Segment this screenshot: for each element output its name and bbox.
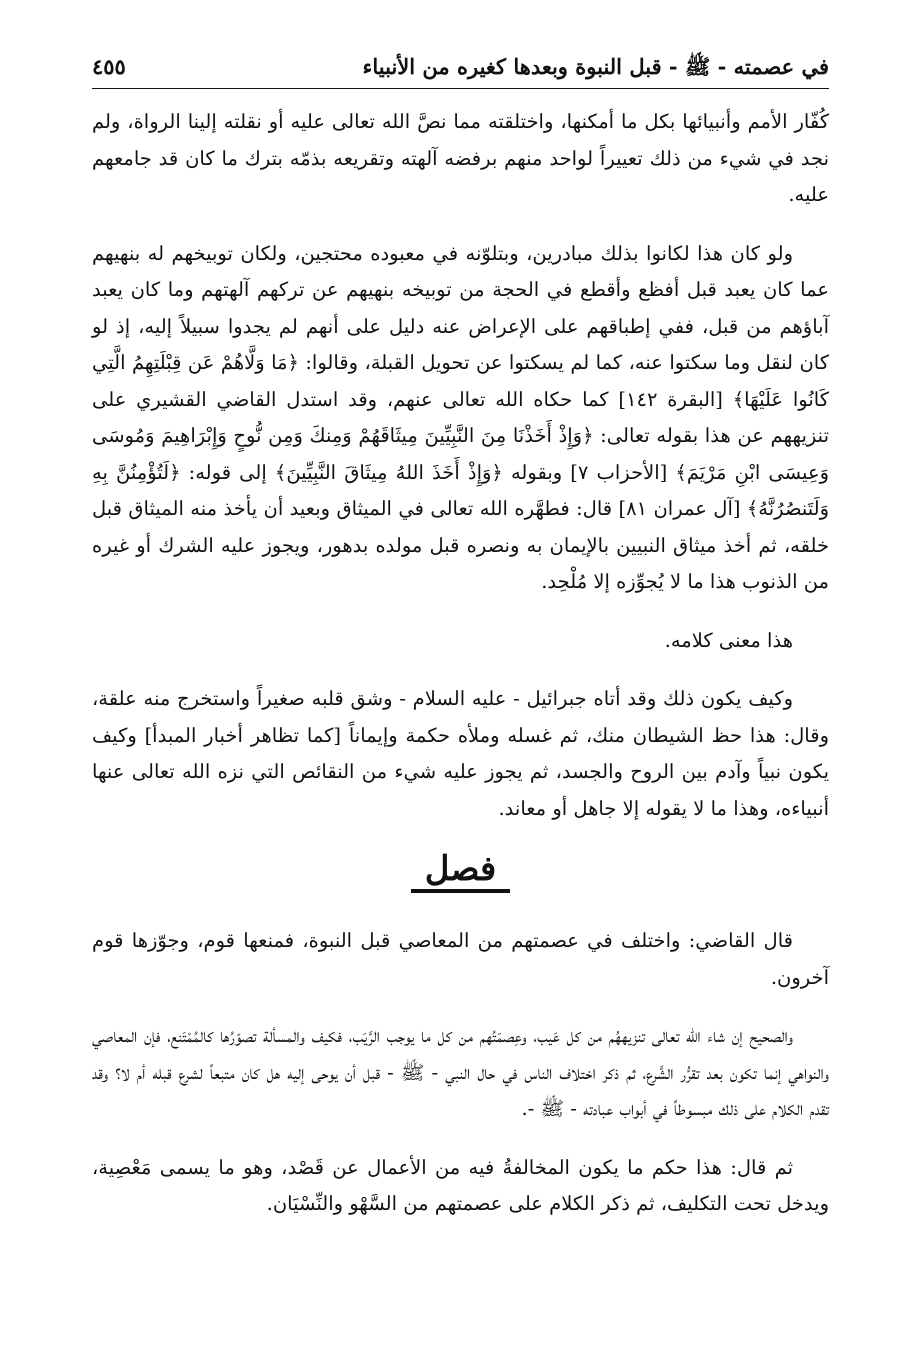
running-title: في عصمته - ﷺ - قبل النبوة وبعدها كغيره من الأنبياء (362, 54, 829, 79)
page-header (92, 54, 829, 89)
paragraph: والصحيح إن شاء الله تعالى تنزيههُم من كل عَيب، وعِصمَتُهم من كل ما يوجب الرَّيَب، فكيف والمسألة تصوّرُها كالمُمْتَنع، فإن المعاصي والنواهي إنما تكون بعد تقرُّر الشَّرع، ثم ذكر اختلاف الناس في حال النبي - ﷺ - قبل أن يوحى إليه هل كان متبعاً لشرع قبله أم لا؟ وقد تقدم الكلام على ذلك مبسوطاً في أبواب عبادته - ﷺ -. (92, 1024, 829, 1120)
section-heading (92, 849, 829, 893)
paragraph: قال القاضي: واختلف في عصمتهم من المعاصي قبل النبوة، فمنعها قوم، وجوّزها قوم آخرون. (92, 929, 829, 989)
section-heading-text: فصل (411, 849, 511, 893)
body-text (92, 104, 829, 1223)
page-number: ٤٥٥ (92, 54, 126, 79)
paragraph-continuation: كُفّار الأمم وأنبيائها بكل ما أمكنها، واختلقته مما نصَّ الله تعالى عليه أو نقلته إلينا الرواة، ولم نجد في شيء من ذلك تعييراً لواحد منهم برفضه آلهته وتقريعه بذمّه بترك ما كان قد جامعهم عليه. (92, 110, 829, 206)
paragraph: ثم قال: هذا حكم ما يكون المخالفةُ فيه من الأعمال عن قَصْد، وهو ما يسمى مَعْصِية، ويدخل تحت التكليف، ثم ذكر الكلام على عصمتهم من السَّهْو والنِّسْيَان. (92, 1155, 829, 1215)
paragraph: وكيف يكون ذلك وقد أتاه جبرائيل - عليه السلام - وشق قلبه صغيراً واستخرج منه علقة، وقال: هذا حظ الشيطان منك، ثم غسله وملأه حكمة وإيماناً [كما تظاهر أخبار المبدأ] وكيف يكون نبياً وآدم بين الروح والجسد، ثم يجوز عليه شيء من النقائص التي نزه الله تعالى عنها أنبياءه، وهذا ما لا يقوله إلا جاهل أو معاند. (92, 687, 829, 820)
paragraph: ولو كان هذا لكانوا بذلك مبادرين، وبتلوّنه في معبوده محتجين، ولكان توبيخهم له بنهيهم عما كان يعبد قبل أفظع وأقطع في الحجة من توبيخه بنهيهم عن تركهم آلهتهم وما كان يعبد آباؤهم من قبل، ففي إطباقهم على الإعراض عنه دليل على أنهم لم يجدوا سبيلاً إليه، إذ لو كان لنقل وما سكتوا عنه، كما لم يسكتوا عن تحويل القبلة، وقالوا: ﴿مَا وَلَّاهُمْ عَن قِبْلَتِهِمُ الَّتِي كَانُوا عَلَيْهَا﴾ [البقرة ١٤٢] كما حكاه الله تعالى عنهم، وقد استدل القاضي القشيري على تنزيههم عن هذا بقوله تعالى: ﴿وَإِذْ أَخَذْنَا مِنَ النَّبِيِّينَ مِيثَاقَهُمْ وَمِنكَ وَمِن نُّوحٍ وَإِبْرَاهِيمَ وَمُوسَى وَعِيسَى ابْنِ مَرْيَمَ﴾ [الأحزاب ٧] وبقوله ﴿وَإِذْ أَخَذَ اللهُ مِيثَاقَ النَّبِيِّينَ﴾ إلى قوله: ﴿لَتُؤْمِنُنَّ بِهِ وَلَتَنصُرُنَّهُ﴾ [آل عمران ٨١] قال: فطهَّره الله تعالى في الميثاق وبعيد أن يأخذ منه الميثاق قبل خلقه، ثم أخذ ميثاق النبيين بالإيمان به ونصره قبل مولده بدهور، ويجوز عليه الشرك أو غيره من الذنوب هذا ما لا يُجوِّزه إلا مُلْحِد. (92, 241, 829, 593)
paragraph-summary: هذا معنى كلامه. (664, 628, 793, 652)
